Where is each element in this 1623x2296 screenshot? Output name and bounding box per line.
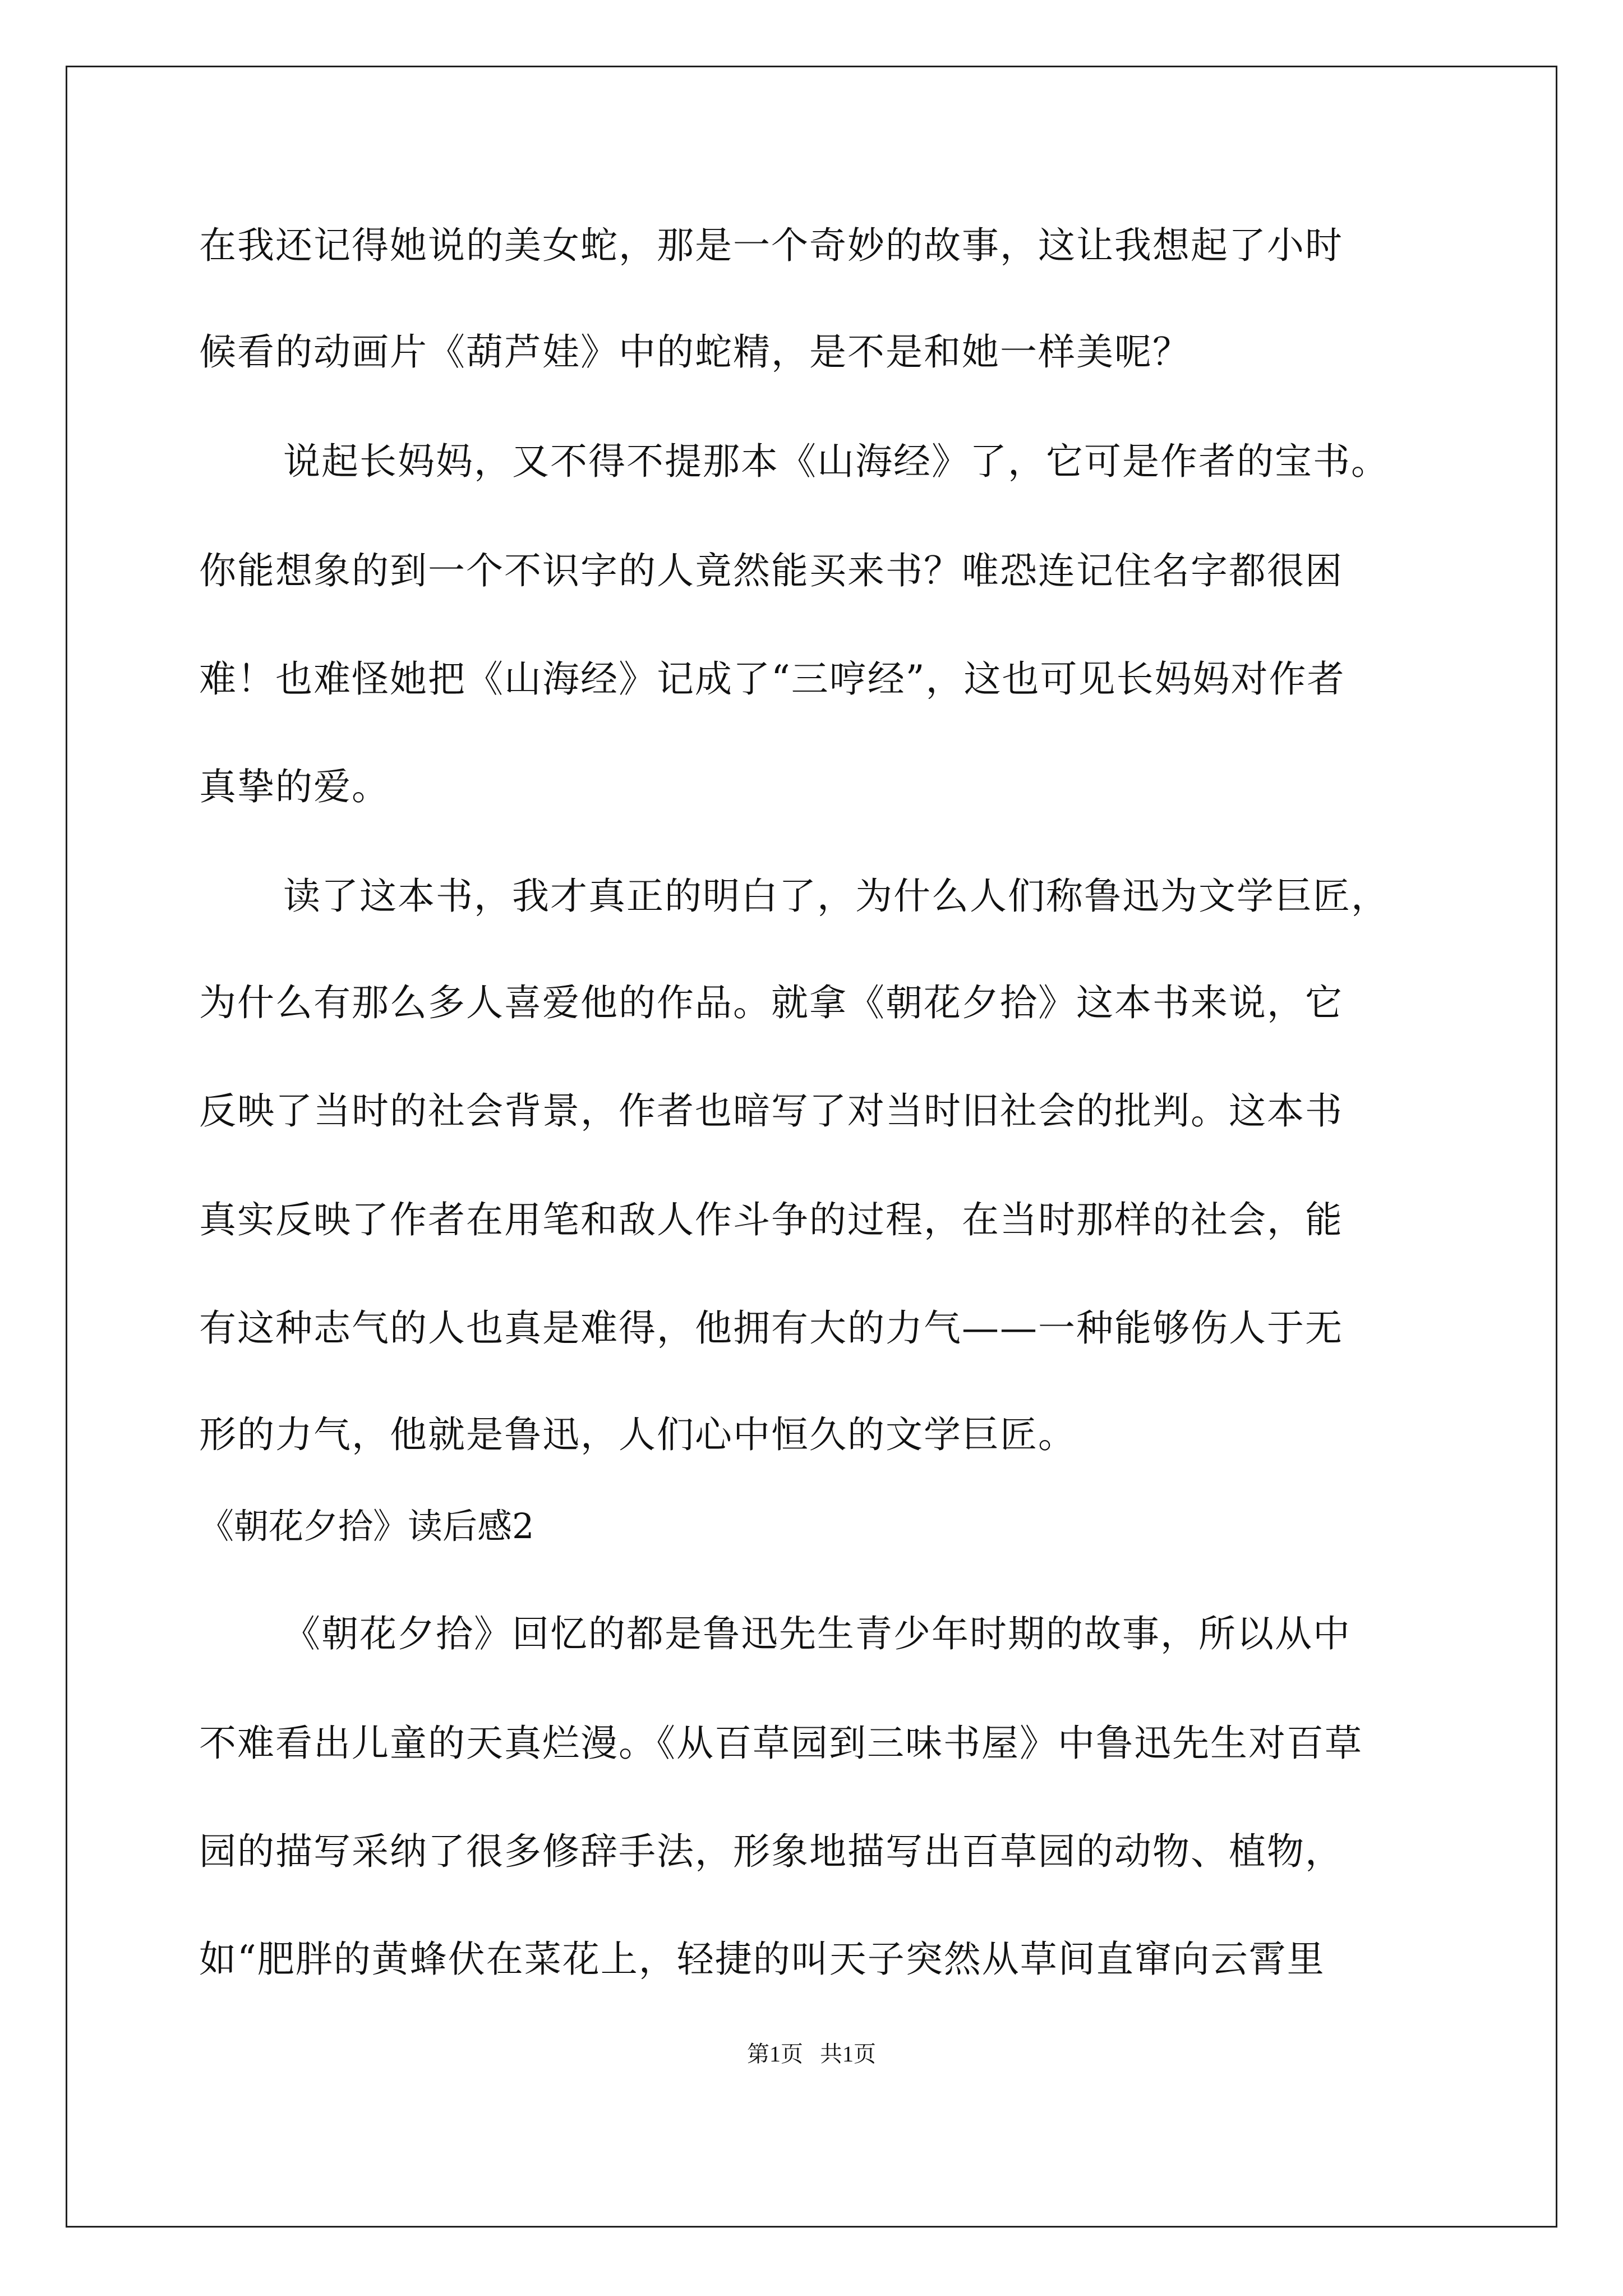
body-line-12: 形的力气，他就是鲁迅，人们心中恒久的文学巨匠。	[199, 1413, 1076, 1456]
body-line-6: 真挚的爱。	[199, 765, 390, 808]
body-line-4: 你能想象的到一个不识字的人竟然能买来书？唯恐连记住名字都很困	[199, 549, 1343, 592]
section-line-2: 不难看出儿童的天真烂漫。《从百草园到三味书屋》中鲁迅先生对百草	[199, 1722, 1363, 1765]
section-title: 《朝花夕拾》读后感2	[199, 1506, 534, 1547]
section-line-3: 园的描写采纳了很多修辞手法，形象地描写出百草园的动物、植物，	[199, 1830, 1343, 1873]
body-line-7: 读了这本书，我才真正的明白了，为什么人们称鲁迅为文学巨匠，	[283, 875, 1389, 918]
body-line-2: 候看的动画片《葫芦娃》中的蛇精，是不是和她一样美呢？	[199, 330, 1191, 374]
body-line-11: 有这种志气的人也真是难得，他拥有大的力气——一种能够伤人于无	[199, 1306, 1343, 1350]
page-footer: 第1页 共1页	[747, 2041, 876, 2067]
body-line-5: 难！也难怪她把《山海经》记成了“三哼经”，这也可见长妈妈对作者	[199, 657, 1345, 701]
section-line-1: 《朝花夕拾》回忆的都是鲁迅先生青少年时期的故事，所以从中	[283, 1612, 1351, 1655]
body-line-10: 真实反映了作者在用笔和敌人作斗争的过程，在当时那样的社会，能	[199, 1198, 1343, 1241]
body-line-3: 说起长妈妈，又不得不提那本《山海经》了，它可是作者的宝书。	[283, 440, 1389, 483]
body-line-1: 在我还记得她说的美女蛇，那是一个奇妙的故事，这让我想起了小时	[199, 224, 1343, 267]
page-border	[66, 66, 1557, 2228]
body-line-9: 反映了当时的社会背景，作者也暗写了对当时旧社会的批判。这本书	[199, 1089, 1343, 1133]
section-line-4: 如“肥胖的黄蜂伏在菜花上，轻捷的叫天子突然从草间直窜向云霄里	[199, 1938, 1325, 1981]
body-line-8: 为什么有那么多人喜爱他的作品。就拿《朝花夕拾》这本书来说，它	[199, 981, 1343, 1024]
